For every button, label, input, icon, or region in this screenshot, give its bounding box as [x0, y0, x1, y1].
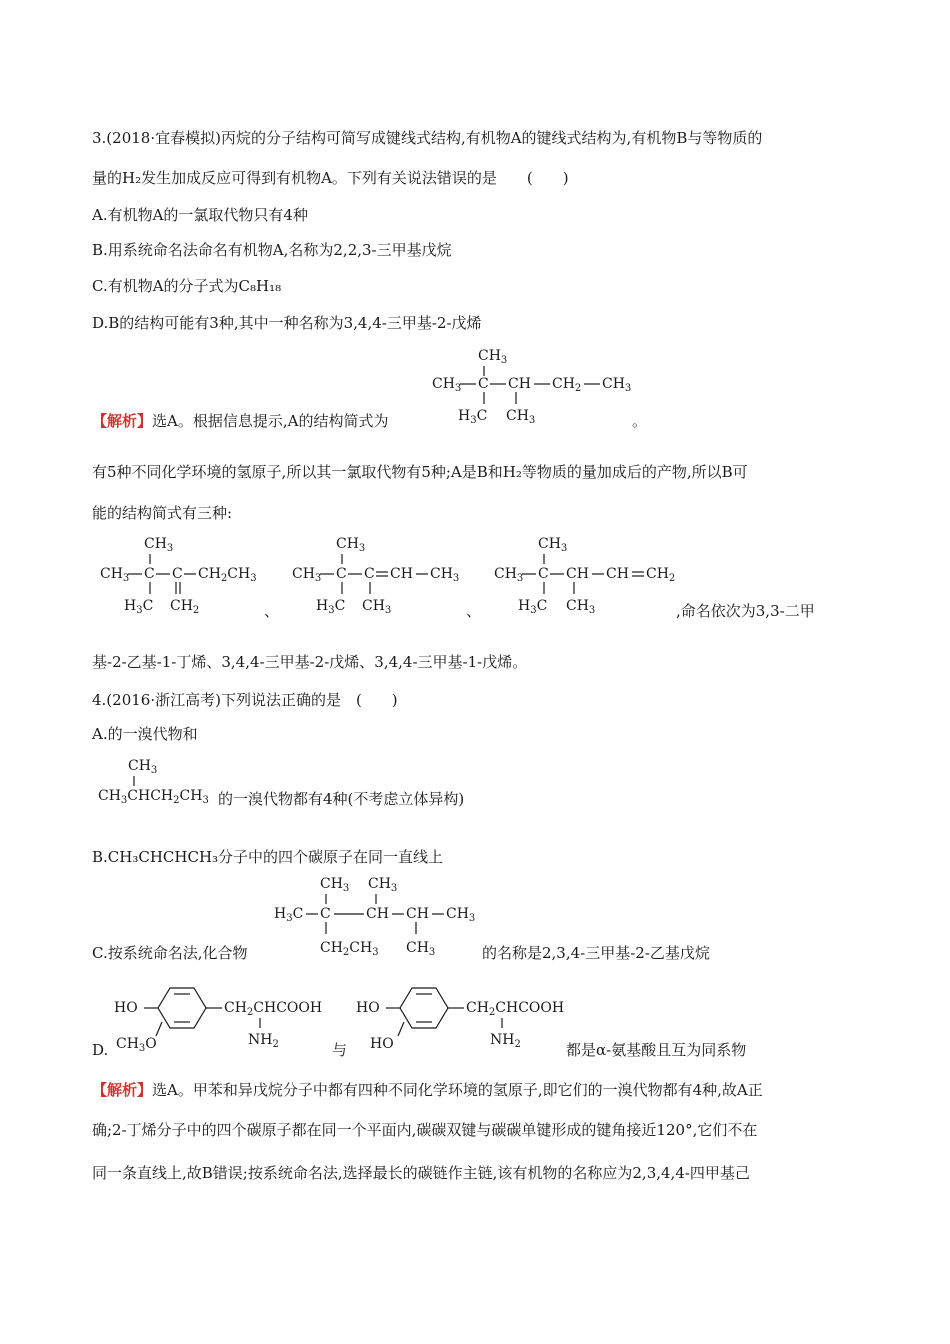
- q3-naming-line2: 基-2-乙基-1-丁烯、3,4,4-三甲基-2-戊烯、3,4,4-三甲基-1-戊烯。: [92, 653, 528, 671]
- q3-naming-tail: ,命名依次为3,3-二甲: [676, 602, 815, 620]
- svg-text:HO: HO: [114, 1000, 138, 1016]
- svg-text:CH3: $CH_3$: [100, 566, 130, 584]
- svg-text:CH: CH: [508, 376, 531, 392]
- svg-text:H3C: $H_3C$: [518, 598, 548, 616]
- q3-option-a: A.有机物A的一氯取代物只有4种: [92, 206, 308, 224]
- q3-stem-line2: 量的H₂发生加成反应可得到有机物A。下列有关说法错误的是 ( ): [92, 169, 569, 187]
- q3-sep1: 、: [264, 602, 280, 620]
- structure-b1-diagram: [96, 530, 276, 618]
- svg-text:CH3: $CH_3$: [336, 536, 366, 554]
- svg-text:CH3: $CH_3$: [320, 876, 350, 894]
- svg-text:CH3O: $CH_3O$: [116, 1036, 157, 1054]
- q4-option-c-prefix: C.按系统命名法,化合物: [92, 944, 248, 962]
- q4-analysis-line1: [92, 1080, 763, 1100]
- svg-text:C: C: [336, 566, 347, 582]
- svg-text:CH: CH: [390, 566, 413, 582]
- svg-text:CH3: $CH_3$: [368, 876, 398, 894]
- q4-analysis-line3: 同一条直线上,故B错误;按系统命名法,选择最长的碳链作主链,该有机物的名称应为2,3,4,4-四甲基己: [92, 1164, 750, 1182]
- q3-stem-line1: 3.(2018·宜春模拟)丙烷的分子结构可简写成键线式结构,有机物A的键线式结构为,有机物B与等物质的: [92, 129, 763, 147]
- svg-text:NH2: $NH_2$: [248, 1032, 279, 1050]
- svg-text:CH: CH: [366, 906, 389, 922]
- option-c-structure-diagram: [270, 870, 480, 962]
- svg-text:CH2: $CH_2$: [552, 376, 582, 394]
- svg-text:NH2: $NH_2$: [490, 1032, 521, 1050]
- svg-text:CH2CH3: $CH_2CH_3$: [320, 940, 379, 958]
- svg-text:CH: CH: [406, 906, 429, 922]
- svg-text:H3C: $H_3C$: [274, 906, 304, 924]
- structure-a-diagram: [426, 340, 636, 430]
- q3-analysis-line2: 有5种不同化学环境的氢原子,所以其一氯取代物有5种;A是B和H₂等物质的量加成后的产物,所以B可: [92, 463, 748, 481]
- svg-text:C: C: [172, 566, 183, 582]
- q4-stem: 4.(2016·浙江高考)下列说法正确的是 ( ): [92, 691, 398, 709]
- q4-option-c-tail: 的名称是2,3,4-三甲基-2-乙基戊烷: [482, 944, 710, 962]
- svg-text:CH3: $CH_3$: [432, 376, 462, 394]
- svg-text:H3C: $H_3C$: [316, 598, 346, 616]
- isopentane-diagram: [96, 752, 226, 810]
- structure-b3-diagram: [490, 530, 680, 618]
- q4-option-b: B.CH₃CHCHCH₃分子中的四个碳原子在同一直线上: [92, 848, 444, 866]
- amino-acid-2-diagram: [352, 980, 582, 1060]
- q3-option-d: D.B的结构可能有3种,其中一种名称为3,4,4-三甲基-2-戊烯: [92, 314, 482, 332]
- svg-text:H3C: $H_3C$: [458, 408, 488, 426]
- q4-option-d-prefix: D.: [92, 1041, 109, 1059]
- q4-option-a-tail: 的一溴代物都有4种(不考虑立体异构): [218, 790, 465, 808]
- svg-text:CH3: $CH_3$: [494, 566, 524, 584]
- svg-text:CH3CHCH2CH3: $CH_3CHCH_2CH_3$: [98, 788, 209, 806]
- svg-text:CH3: $CH_3$: [430, 566, 460, 584]
- svg-text:C: C: [320, 906, 331, 922]
- svg-text:CH3: $CH_3$: [538, 536, 568, 554]
- svg-text:CH2CHCOOH: $CH_2CHCOOH$: [466, 1000, 565, 1018]
- q4-analysis-tag: 【解析】: [92, 1081, 153, 1099]
- svg-text:HO: HO: [370, 1036, 394, 1052]
- q4-option-d-and: 与: [332, 1041, 348, 1059]
- q3-sep2: 、: [466, 602, 482, 620]
- svg-text:CH3: $CH_3$: [602, 376, 632, 394]
- svg-text:C: C: [144, 566, 155, 582]
- q4-analysis-text1: 选A。甲苯和异戊烷分子中都有四种不同化学环境的氢原子,即它们的一溴代物都有4种,故A正: [152, 1081, 763, 1099]
- structure-b2-diagram: [288, 530, 468, 618]
- svg-text:C: C: [478, 376, 489, 392]
- svg-text:CH2: $CH_2$: [646, 566, 676, 584]
- q3-analysis-line3: 能的结构简式有三种:: [92, 504, 233, 522]
- svg-text:CH3: $CH_3$: [292, 566, 322, 584]
- svg-text:CH2: $CH_2$: [170, 598, 200, 616]
- svg-text:CH2CHCOOH: $CH_2CHCOOH$: [224, 1000, 323, 1018]
- q3-analysis-text1: 选A。根据信息提示,A的结构简式为: [152, 412, 389, 430]
- svg-text:CH3: $CH_3$: [566, 598, 596, 616]
- svg-text:CH3: $CH_3$: [406, 940, 436, 958]
- q4-option-d-tail: 都是α-氨基酸且互为同系物: [566, 1041, 747, 1059]
- svg-text:CH: CH: [606, 566, 629, 582]
- svg-text:C: C: [364, 566, 375, 582]
- svg-text:C: C: [538, 566, 549, 582]
- q3-option-b: B.用系统命名法命名有机物A,名称为2,2,3-三甲基戊烷: [92, 241, 452, 259]
- svg-text:CH3: $CH_3$: [128, 758, 158, 776]
- q4-option-a: A.的一溴代物和: [92, 725, 198, 743]
- q3-analysis-tag: 【解析】: [92, 412, 153, 430]
- svg-text:CH3: $CH_3$: [506, 408, 536, 426]
- q3-analysis-line1: [92, 411, 388, 431]
- svg-text:H3C: $H_3C$: [124, 598, 154, 616]
- svg-text:CH3: $CH_3$: [144, 536, 174, 554]
- svg-text:CH: CH: [566, 566, 589, 582]
- svg-text:CH3: $CH_3$: [362, 598, 392, 616]
- amino-acid-1-diagram: [110, 980, 340, 1060]
- svg-text:HO: HO: [356, 1000, 380, 1016]
- q3-option-c: C.有机物A的分子式为C₈H₁₈: [92, 277, 282, 295]
- q3-analysis-line1-end: 。: [632, 412, 648, 430]
- svg-text:CH3: $CH_3$: [446, 906, 476, 924]
- svg-text:CH2CH3: $CH_2CH_3$: [198, 566, 257, 584]
- svg-text:CH3: $CH_3$: [478, 348, 508, 366]
- q4-analysis-line2: 确;2-丁烯分子中的四个碳原子都在同一个平面内,碳碳双键与碳碳单键形成的键角接近120°,它们不在: [92, 1121, 758, 1139]
